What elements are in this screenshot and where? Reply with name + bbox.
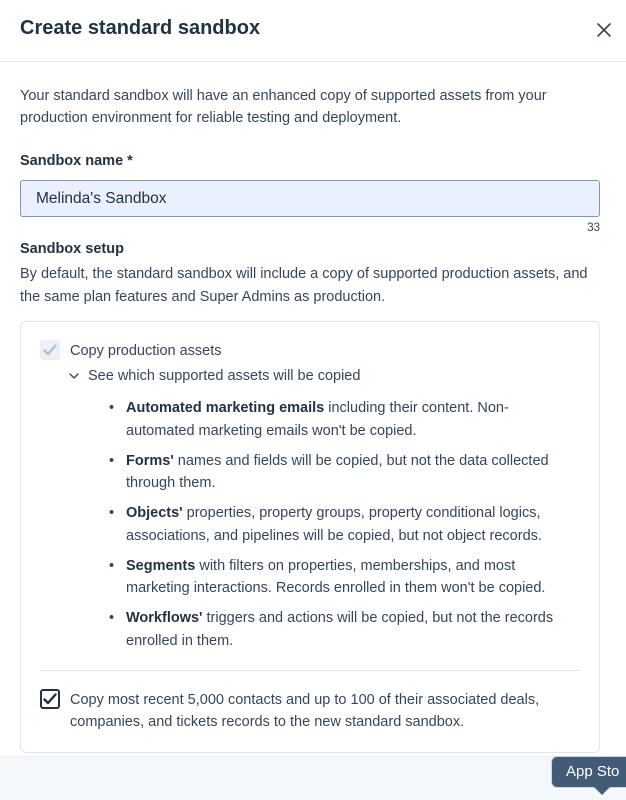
modal-footer	[0, 756, 626, 800]
setup-options-card	[20, 321, 600, 753]
asset-name: Forms'	[126, 452, 174, 469]
sandbox-setup-heading: Sandbox setup	[20, 241, 124, 257]
modal-title: Create standard sandbox	[20, 17, 261, 39]
asset-name: Workflows'	[126, 610, 203, 626]
asset-description: triggers and actions will be copied, but not the records enrolled in them.	[126, 610, 554, 649]
character-count: 33	[587, 222, 600, 234]
divider	[40, 670, 580, 671]
copy-assets-checkbox[interactable]	[40, 340, 60, 360]
list-item: • Forms' names and fields will be copied, but not the data collected through them.	[109, 452, 549, 491]
asset-description: including their content. Non-automated marketing emails won't be copied.	[126, 400, 509, 439]
list-item: • Automated marketing emails including their content. Non-automated marketing emails won't be copied.	[109, 400, 509, 439]
sandbox-setup-description: By default, the standard sandbox will include a copy of supported production assets, and the same plan features and Super Admins as production.	[20, 266, 588, 305]
chevron-down-icon	[69, 373, 79, 379]
list-item: • Objects' properties, property groups, property conditional logics, associations, and pipelines will be copied, but not object records.	[109, 505, 542, 544]
list-item: • Segments with filters on properties, memberships, and most marketing interactions. Records enrolled in them won't be copied.	[109, 557, 546, 596]
close-icon[interactable]	[594, 20, 614, 40]
checkmark-icon	[43, 693, 57, 705]
asset-description: properties, property groups, property conditional logics, associations, and pipelines will be copied, but not object records.	[126, 505, 542, 544]
checkmark-icon	[43, 344, 57, 356]
asset-description: with filters on properties, memberships, and most marketing interactions. Records enrolled in them won't be copied.	[126, 557, 546, 596]
app-store-tooltip: App Sto	[551, 756, 626, 788]
supported-assets-toggle[interactable]	[69, 368, 360, 384]
copy-contacts-checkbox[interactable]	[40, 689, 60, 709]
sandbox-name-input[interactable]	[20, 180, 600, 217]
supported-assets-toggle-label: See which supported assets will be copied	[88, 368, 361, 384]
copy-assets-label: Copy production assets	[70, 343, 222, 359]
copy-assets-option[interactable]	[40, 340, 222, 362]
asset-name: Objects'	[126, 505, 183, 521]
asset-description: names and fields will be copied, but not the data collected through them.	[126, 452, 549, 491]
copy-contacts-label: Copy most recent 5,000 contacts and up to 100 of their associated deals, companies, and tickets records to the new standard sandbox.	[70, 692, 540, 730]
asset-name: Automated marketing emails	[126, 400, 325, 416]
tooltip-arrow	[594, 787, 610, 795]
asset-name: Segments	[126, 557, 196, 574]
sandbox-name-label: Sandbox name *	[20, 153, 133, 169]
intro-text: Your standard sandbox will have an enhanced copy of supported assets from your production environment for reliable testing and deployment.	[20, 88, 547, 126]
supported-assets-list	[107, 397, 577, 660]
modal-header	[0, 0, 626, 62]
copy-contacts-option[interactable]	[40, 689, 560, 733]
list-item: • Workflows' triggers and actions will be copied, but not the records enrolled in them.	[109, 610, 554, 649]
